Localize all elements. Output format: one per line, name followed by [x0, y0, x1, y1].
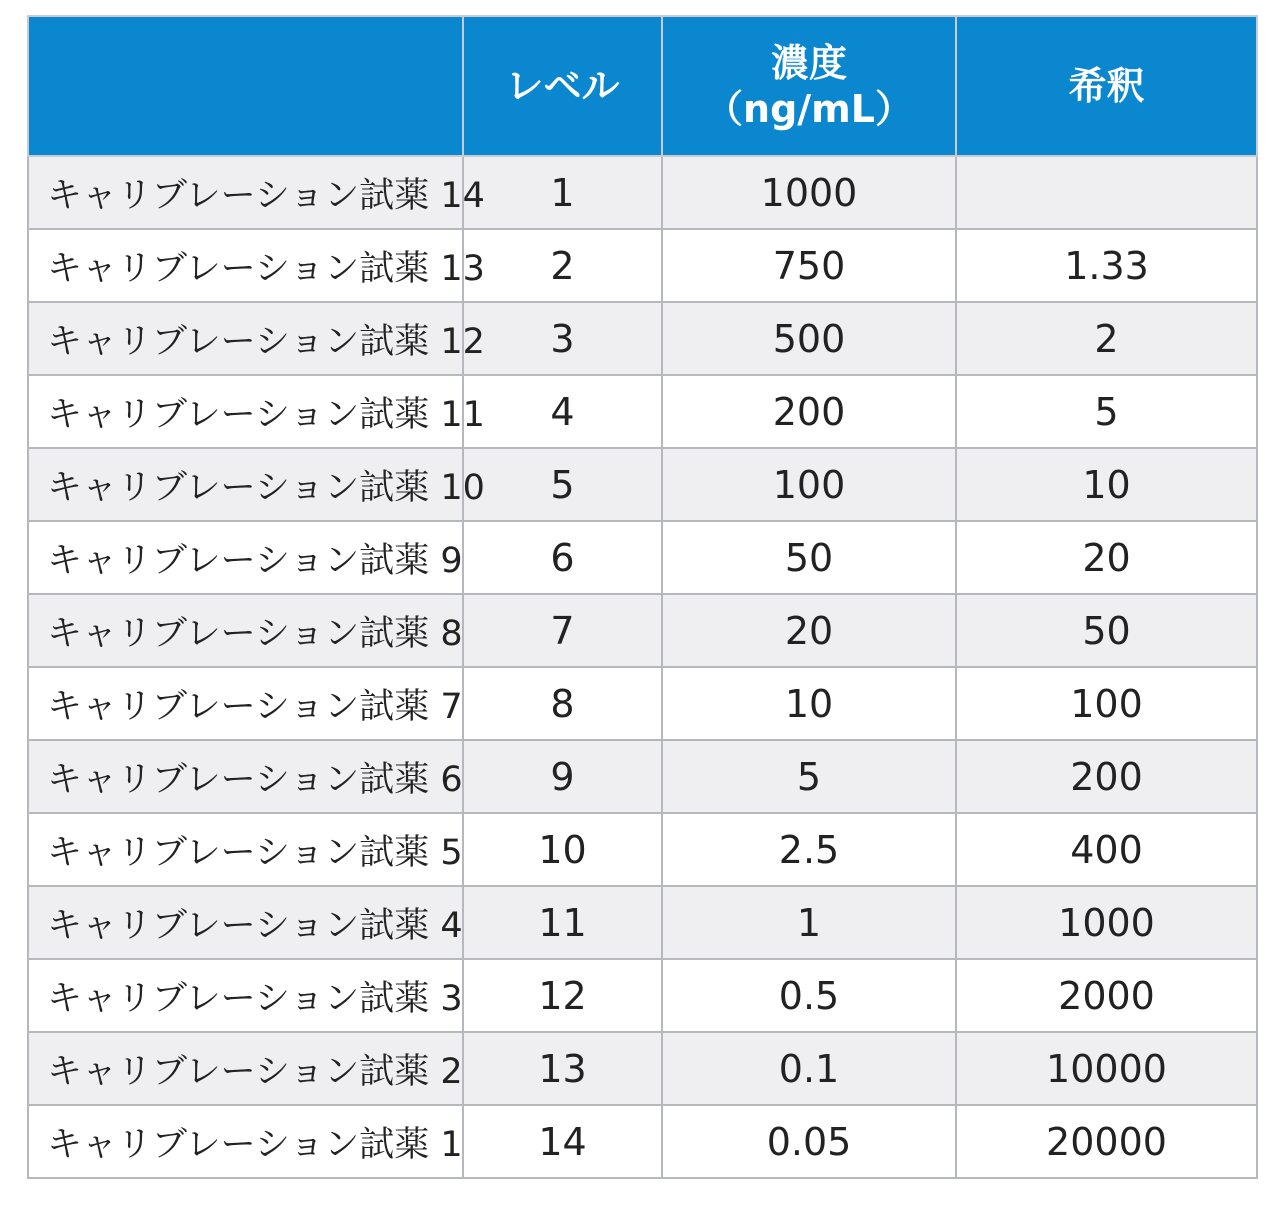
cell-concentration: 2.5 [662, 813, 956, 886]
cell-dilution: 2 [956, 302, 1257, 375]
table-row [28, 959, 1257, 1032]
cell-name: キャリブレーション試薬 12 [28, 302, 463, 375]
cell-concentration: 0.1 [662, 1032, 956, 1105]
header-concentration [662, 16, 956, 156]
cell-level: 7 [463, 594, 662, 667]
header-dilution: 希釈 [956, 16, 1257, 156]
cell-concentration: 200 [662, 375, 956, 448]
table-header [28, 16, 1257, 156]
cell-level: 9 [463, 740, 662, 813]
cell-dilution: 50 [956, 594, 1257, 667]
table-row [28, 740, 1257, 813]
cell-name: キャリブレーション試薬 1 [28, 1105, 463, 1178]
header-concentration-label: 濃度 [770, 41, 847, 85]
table-body [28, 156, 1257, 1178]
cell-concentration: 20 [662, 594, 956, 667]
cell-dilution: 10000 [956, 1032, 1257, 1105]
cell-level: 2 [463, 229, 662, 302]
cell-dilution: 20 [956, 521, 1257, 594]
cell-name: キャリブレーション試薬 4 [28, 886, 463, 959]
cell-level: 10 [463, 813, 662, 886]
table-row [28, 448, 1257, 521]
cell-dilution: 1.33 [956, 229, 1257, 302]
cell-level: 5 [463, 448, 662, 521]
table-row [28, 813, 1257, 886]
table-row [28, 302, 1257, 375]
cell-name: キャリブレーション試薬 9 [28, 521, 463, 594]
cell-name: キャリブレーション試薬 14 [28, 156, 463, 229]
cell-dilution: 1000 [956, 886, 1257, 959]
cell-dilution: 20000 [956, 1105, 1257, 1178]
table-row [28, 229, 1257, 302]
cell-concentration: 0.5 [662, 959, 956, 1032]
cell-concentration: 0.05 [662, 1105, 956, 1178]
cell-concentration: 50 [662, 521, 956, 594]
cell-name: キャリブレーション試薬 10 [28, 448, 463, 521]
cell-concentration: 5 [662, 740, 956, 813]
cell-name: キャリブレーション試薬 5 [28, 813, 463, 886]
cell-name: キャリブレーション試薬 6 [28, 740, 463, 813]
table-row [28, 156, 1257, 229]
cell-name: キャリブレーション試薬 8 [28, 594, 463, 667]
cell-concentration: 100 [662, 448, 956, 521]
calibration-table [27, 15, 1258, 1179]
cell-dilution: 10 [956, 448, 1257, 521]
table-row [28, 886, 1257, 959]
table-row [28, 375, 1257, 448]
cell-name: キャリブレーション試薬 7 [28, 667, 463, 740]
cell-concentration: 750 [662, 229, 956, 302]
cell-level: 12 [463, 959, 662, 1032]
cell-dilution: 100 [956, 667, 1257, 740]
table-row [28, 1032, 1257, 1105]
header-level: レベル [463, 16, 662, 156]
table-row [28, 667, 1257, 740]
cell-name: キャリブレーション試薬 2 [28, 1032, 463, 1105]
cell-name: キャリブレーション試薬 13 [28, 229, 463, 302]
cell-level: 6 [463, 521, 662, 594]
cell-concentration: 10 [662, 667, 956, 740]
cell-level: 13 [463, 1032, 662, 1105]
table-row [28, 1105, 1257, 1178]
cell-dilution [956, 156, 1257, 229]
cell-level: 1 [463, 156, 662, 229]
cell-dilution: 5 [956, 375, 1257, 448]
table-row [28, 594, 1257, 667]
cell-level: 11 [463, 886, 662, 959]
cell-concentration: 1000 [662, 156, 956, 229]
header-concentration-unit: （ng/mL） [705, 87, 913, 131]
cell-name: キャリブレーション試薬 3 [28, 959, 463, 1032]
header-row [28, 16, 1257, 156]
cell-name: キャリブレーション試薬 11 [28, 375, 463, 448]
cell-level: 3 [463, 302, 662, 375]
cell-level: 4 [463, 375, 662, 448]
cell-concentration: 500 [662, 302, 956, 375]
cell-dilution: 400 [956, 813, 1257, 886]
cell-level: 14 [463, 1105, 662, 1178]
cell-dilution: 2000 [956, 959, 1257, 1032]
header-name [28, 16, 463, 156]
cell-concentration: 1 [662, 886, 956, 959]
cell-level: 8 [463, 667, 662, 740]
table-row [28, 521, 1257, 594]
cell-dilution: 200 [956, 740, 1257, 813]
